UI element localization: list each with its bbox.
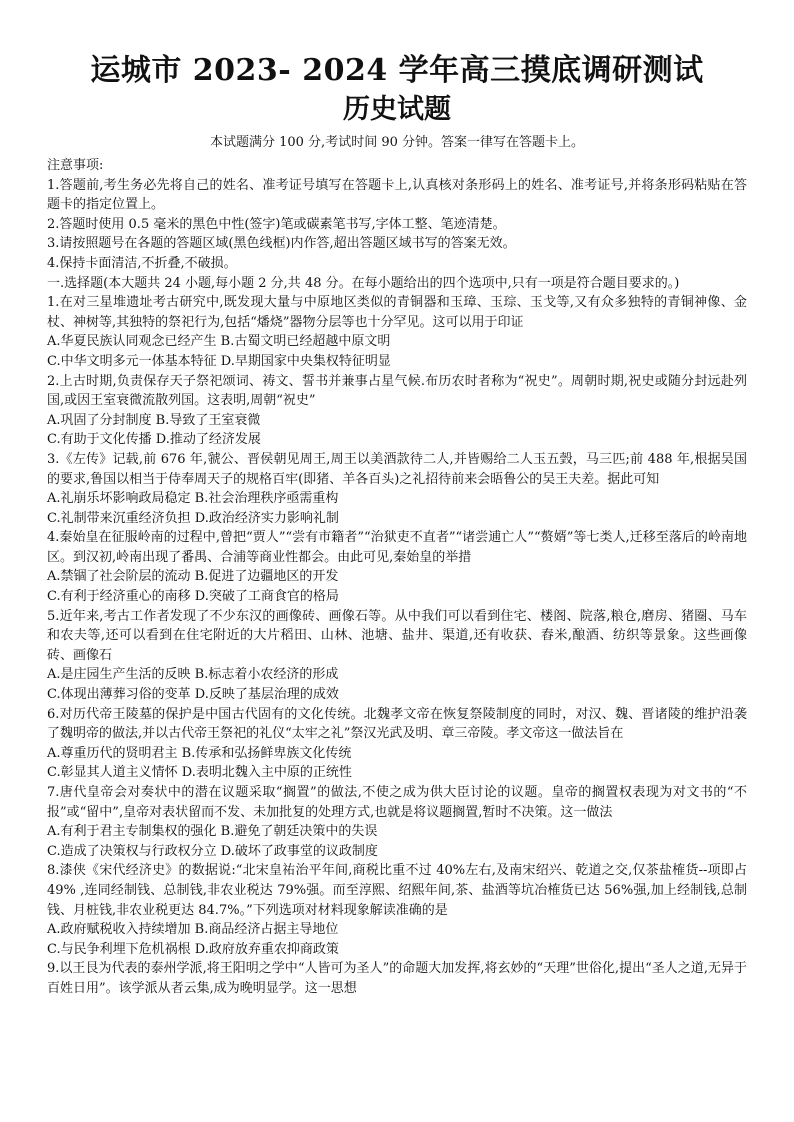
- question-option: A.礼崩乐坏影响政局稳定 B.社会治理秩序亟需重构: [47, 491, 339, 507]
- question-option: A.华夏民族认同观念已经产生 B.古蜀文明已经超越中原文明: [47, 334, 391, 350]
- question-2: [47, 372, 747, 450]
- question-option: C.体现出薄葬习俗的变革 D.反映了基层治理的成效: [47, 687, 339, 703]
- instruction-item: 3.请按照题号在各题的答题区域(黑色线框)内作答,超出答题区域书写的答案无效。: [47, 236, 516, 252]
- instruction-item: 2.答题时使用 0.5 毫米的黑色中性(签字)笔或碳素笔书写,字体工整、笔迹清楚。: [47, 216, 506, 232]
- question-6: [47, 705, 747, 783]
- section-intro: 一.选择题(本大题共 24 小题,每小题 2 分,共 48 分。在每小题给出的四个选项中,只有一项是符合题目要求的。): [47, 275, 680, 291]
- question-option: C.有利于经济重心的南移 D.突破了工商食官的格局: [47, 589, 339, 605]
- question-9: [47, 959, 747, 998]
- question-option: A.巩固了分封制度 B.导致了王室衰微: [47, 412, 261, 428]
- question-option: A.政府赋税收入持续增加 B.商品经济占据主导地位: [47, 922, 339, 938]
- question-1: [47, 293, 747, 371]
- question-option: A.是庄园生产生活的反映 B.标志着小农经济的形成: [47, 667, 339, 683]
- exam-note: 本试题满分 100 分,考试时间 90 分钟。答案一律写在答题卡上。: [209, 135, 585, 150]
- question-stem: 8.漆侠《宋代经济史》的数据说:“北宋皇祐治平年间,商税比重不过 40%左右,及南宋绍兴、乾道之交,仅茶盐榷货--项即占 49% ,连同经制钱、总制钱,非农业税达 79%强。而至淳熙、绍熙年间,茶、盐酒等坑冶榷货已达 56%强,加上经制钱,总制钱、月桩钱,非农业税更达 84.7%。”下列选项对材料现象解读准确的是: [47, 863, 747, 918]
- instruction-item: 1.答题前,考生务必先将自己的姓名、准考证号填写在答题卡上,认真核对条形码上的姓名、准考证号,并将条形码粘贴在答题卡的指定位置上。: [47, 177, 747, 213]
- question-stem: 1.在对三星堆遗址考古研究中,既发现大量与中原地区类似的青铜器和玉璋、玉琮、玉戈等,又有众多独特的青铜神像、金杖、神树等,其独特的祭祀行为,包括“燔烧”器物分层等也十分罕见。这可以用于印证: [47, 295, 747, 330]
- question-stem: 4.秦始皇在征服岭南的过程中,曾把“贾人”“尝有市籍者”“治狱吏不直者”“诸尝逋亡人”“赘婿”等七类人,迁移至落后的岭南地区。到汉初,岭南出现了番禺、合浦等商业性都会。由此可见,秦始皇的举措: [47, 530, 747, 565]
- question-option: A.有利于君主专制集权的强化 B.避免了朝廷决策中的失误: [47, 824, 378, 840]
- question-3: [47, 450, 747, 528]
- question-stem: 7.唐代皇帝会对奏状中的潜在议题采取“搁置”的做法,不使之成为供大臣讨论的议题。皇帝的搁置权表现为对文书的“不报”或“留中”,皇帝对表状留而不发、未加批复的处理方式,也就是将议题搁置,暂时不决策。这一做法: [47, 785, 747, 820]
- question-stem: 5.近年来,考古工作者发现了不少东汉的画像砖、画像石等。从中我们可以看到住宅、楼阁、院落,粮仓,磨房、猪圈、马车和农夫等,还可以看到在住宅附近的大片稻田、山林、池塘、盐井、渠道,还有收获、舂米,酿酒、纺织等景象。这些画像砖、画像石: [47, 608, 747, 663]
- question-8: [47, 861, 747, 959]
- question-4: [47, 528, 747, 606]
- question-stem: 2.上古时期,负责保存天子祭祀颂词、祷文、誓书并兼事占星气候.布历农时者称为“祝史”。周朝时期,祝史或随分封远赴列国,或因王室衰微流散列国。这表明,周朝“祝史”: [47, 373, 747, 409]
- question-option: C.造成了决策权与行政权分立 D.破坏了政事堂的议政制度: [47, 843, 378, 859]
- question-7: [47, 783, 747, 861]
- question-option: C.礼制带来沉重经济负担 D.政治经济实力影响礼制: [47, 510, 339, 526]
- question-option: C.彰显其人道主义情怀 D.表明北魏入主中原的正统性: [47, 765, 352, 781]
- question-stem: 9.以王艮为代表的泰州学派,将王阳明之学中“人皆可为圣人”的命题大加发挥,将玄妙的“天理”世俗化,提出“圣人之道,无异于百姓日用”。该学派从者云集,成为晚明显学。这一思想: [47, 961, 747, 996]
- question-option: C.中华文明多元一体基本特征 D.早期国家中央集权特征明显: [47, 353, 391, 369]
- question-stem: 3.《左传》记载,前 676 年,虢公、晋侯朝见周王,周王以美酒款待二人,并皆赐给二人玉五瑴，马三匹;前 488 年,根据吴国的要求,鲁国以相当于侍奉周天子的规格百牢(即猪、羊各百头)之礼招待前来会晤鲁公的吴王夫差。据此可知: [47, 451, 747, 487]
- question-option: C.与民争利埋下危机祸根 D.政府放弃重农抑商政策: [47, 941, 339, 957]
- question-option: A.尊重历代的贤明君主 B.传承和弘扬鲜卑族文化传统: [47, 745, 352, 761]
- exam-subject: 历史试题: [343, 94, 451, 125]
- exam-body: [47, 156, 747, 999]
- question-option: C.有助于文化传播 D.推动了经济发展: [47, 432, 261, 448]
- exam-title: 运城市 2023- 2024 学年高三摸底调研测试: [90, 53, 704, 88]
- question-stem: 6.对历代帝王陵墓的保护是中国古代固有的文化传统。北魏孝文帝在恢复祭陵制度的同时，对汉、魏、晋诸陵的维护沿袭了魏明帝的做法,并以古代帝王祭祀的礼仪“太牢之礼”祭汉光武及明、章三帝陵。孝文帝这一做法旨在: [47, 706, 747, 742]
- instructions-heading: 注意事项:: [47, 158, 104, 173]
- instruction-item: 4.保持卡面清洁,不折叠,不破损。: [47, 255, 237, 271]
- question-5: [47, 607, 747, 705]
- question-option: A.禁锢了社会阶层的流动 B.促进了边疆地区的开发: [47, 569, 339, 585]
